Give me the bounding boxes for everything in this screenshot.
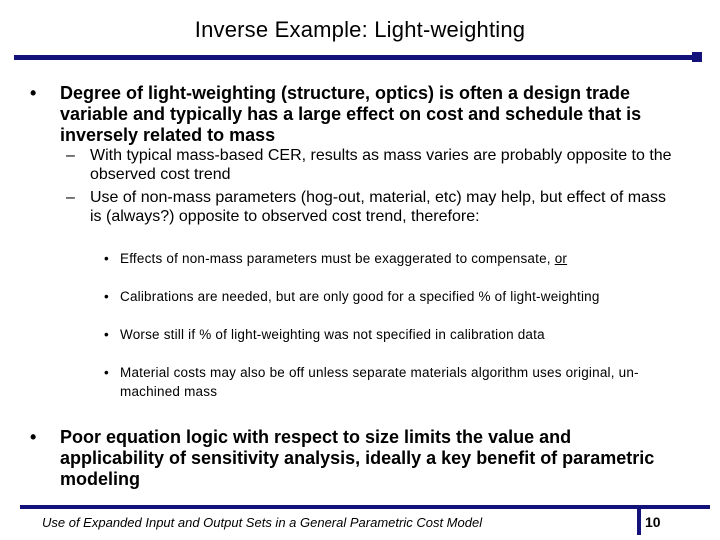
bullet-marker: • xyxy=(30,427,37,447)
detail-bullet-text: Material costs may also be off unless separate materials algorithm uses original, un-machined mass xyxy=(120,365,639,399)
footer-divider-tick xyxy=(637,505,641,535)
sub-bullet-marker: – xyxy=(66,147,75,164)
footer-text: Use of Expanded Input and Output Sets in a General Parametric Cost Model xyxy=(42,515,483,530)
bullet-text: Degree of light-weighting (structure, optics) is often a design trade variable and typically has a large effect on cost and schedule that is inversely related to mass xyxy=(60,83,642,145)
footer-divider xyxy=(20,505,710,509)
title-divider-end xyxy=(692,52,702,62)
detail-bullet-text: Calibrations are needed, but are only good for a specified % of light-weighting xyxy=(120,289,600,304)
bullet-marker: • xyxy=(30,83,37,103)
detail-bullet-marker: • xyxy=(104,327,109,342)
title-divider xyxy=(14,55,694,60)
detail-bullet-marker: • xyxy=(104,251,109,266)
detail-bullet-marker: • xyxy=(104,289,109,304)
bullet-text: Poor equation logic with respect to size limits the value and applicability of sensitivity analysis, ideally a key benefit of parametric modeling xyxy=(60,427,655,489)
sub-bullet-marker: – xyxy=(66,189,75,206)
sub-bullet-text: Use of non-mass parameters (hog-out, material, etc) may help, but effect of mass is (always?) opposite to observed cost trend, therefore: xyxy=(90,189,666,225)
sub-bullet-text: With typical mass-based CER, results as mass varies are probably opposite to the observed cost trend xyxy=(90,147,672,183)
page-number: 10 xyxy=(645,514,661,530)
detail-bullet-text: Worse still if % of light-weighting was not specified in calibration data xyxy=(120,327,545,342)
detail-bullet-text: Effects of non-mass parameters must be exaggerated to compensate, xyxy=(120,251,551,266)
underlined-or: or xyxy=(554,251,568,266)
slide-title: Inverse Example: Light-weighting xyxy=(194,17,526,42)
detail-bullet-marker: • xyxy=(104,365,109,380)
